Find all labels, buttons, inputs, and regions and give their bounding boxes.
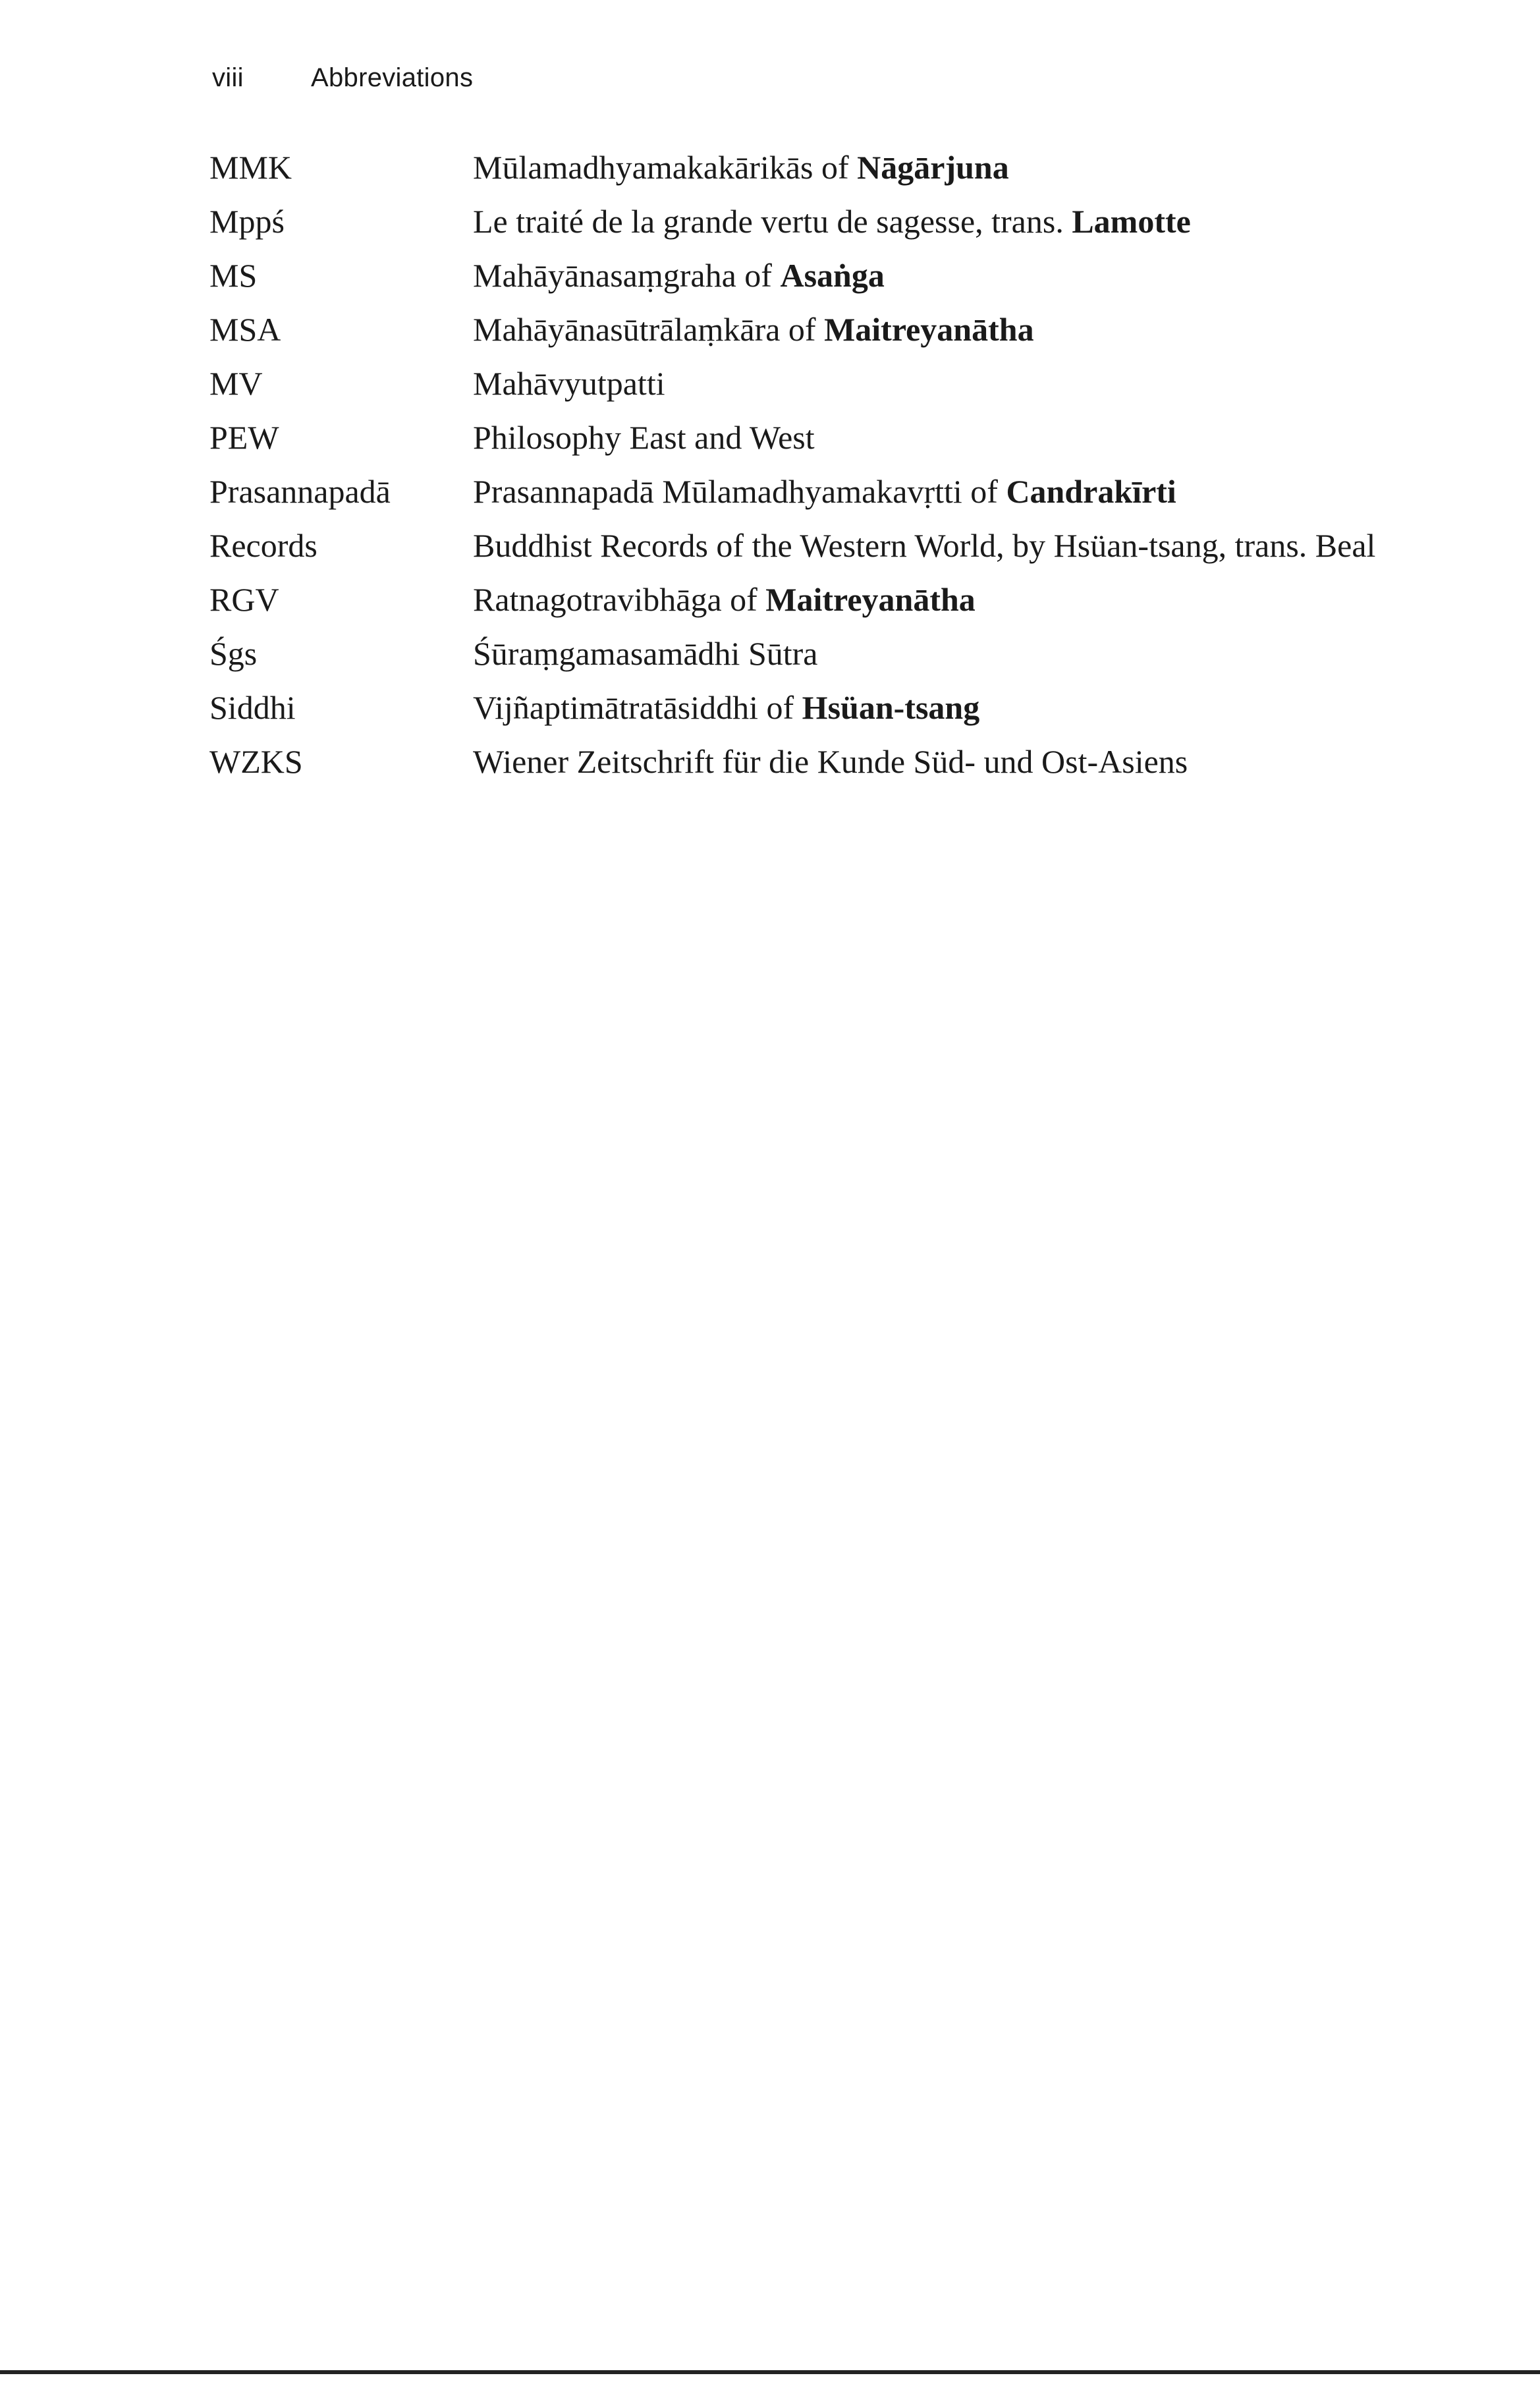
abbreviation-definition <box>473 524 1408 567</box>
abbreviations-list <box>209 146 1408 794</box>
abbreviation-entry <box>209 308 1408 350</box>
page-bottom-edge <box>0 2370 1540 2374</box>
definition-text: Ratnagotravibhāga of <box>473 581 766 618</box>
definition-author: Hsüan-tsang <box>802 689 980 726</box>
definition-author: Nāgārjuna <box>857 149 1009 186</box>
abbreviation-term: Prasannapadā <box>209 473 391 510</box>
abbreviation-definition <box>473 146 1408 188</box>
abbreviation-entry <box>209 200 1408 242</box>
abbreviation-term: WZKS <box>209 743 303 780</box>
abbreviation-entry <box>209 740 1408 783</box>
abbreviation-definition <box>473 470 1408 513</box>
abbreviation-definition <box>473 308 1408 350</box>
definition-text: Wiener Zeitschrift für die Kunde Süd- und Ost-Asiens <box>473 743 1188 780</box>
page-number: viii <box>212 63 244 92</box>
abbreviation-entry <box>209 362 1408 404</box>
abbreviation-term: PEW <box>209 419 279 456</box>
definition-text: Prasannapadā Mūlamadhyamakavṛtti of <box>473 473 1006 510</box>
abbreviation-entry <box>209 470 1408 513</box>
abbreviation-term: Mppś <box>209 203 285 240</box>
definition-text: Mahāvyutpatti <box>473 365 665 402</box>
abbreviation-entry <box>209 416 1408 458</box>
abbreviation-definition <box>473 416 1408 458</box>
abbreviation-entry <box>209 146 1408 188</box>
definition-author: Candrakīrti <box>1006 473 1176 510</box>
abbreviation-term: MS <box>209 257 258 294</box>
definition-author: Maitreyanātha <box>765 581 976 618</box>
abbreviation-definition <box>473 362 1408 404</box>
definition-text: Buddhist Records of the Western World, by Hsüan-tsang, trans. Beal <box>473 527 1376 564</box>
abbreviation-term: Siddhi <box>209 689 296 726</box>
abbreviation-definition <box>473 740 1408 783</box>
abbreviation-definition <box>473 254 1408 296</box>
definition-text: Le traité de la grande vertu de sagesse, trans. <box>473 203 1072 240</box>
abbreviation-entry <box>209 686 1408 729</box>
definition-author: Maitreyanātha <box>824 311 1034 348</box>
abbreviation-entry <box>209 254 1408 296</box>
abbreviation-definition <box>473 632 1408 675</box>
definition-text: Vijñaptimātratāsiddhi of <box>473 689 802 726</box>
running-head <box>212 63 473 93</box>
definition-text: Mahāyānasaṃgraha of <box>473 257 781 294</box>
abbreviation-term: Śgs <box>209 635 258 672</box>
abbreviation-term: Records <box>209 527 317 564</box>
definition-text: Śūraṃgamasamādhi Sūtra <box>473 635 818 672</box>
abbreviation-term: MV <box>209 365 263 402</box>
abbreviation-definition <box>473 686 1408 729</box>
running-head-title: Abbreviations <box>311 63 474 92</box>
definition-text: Mūlamadhyamakakārikās of <box>473 149 858 186</box>
abbreviation-term: MMK <box>209 149 292 186</box>
abbreviation-term: RGV <box>209 581 279 618</box>
abbreviation-definition <box>473 200 1408 242</box>
definition-author: Lamotte <box>1072 203 1191 240</box>
definition-text: Mahāyānasūtrālaṃkāra of <box>473 311 825 348</box>
abbreviation-definition <box>473 578 1408 621</box>
abbreviation-entry <box>209 578 1408 621</box>
abbreviation-term: MSA <box>209 311 281 348</box>
abbreviation-entry <box>209 524 1408 567</box>
abbreviation-entry <box>209 632 1408 675</box>
definition-author: Asaṅga <box>780 257 885 294</box>
definition-text: Philosophy East and West <box>473 419 815 456</box>
